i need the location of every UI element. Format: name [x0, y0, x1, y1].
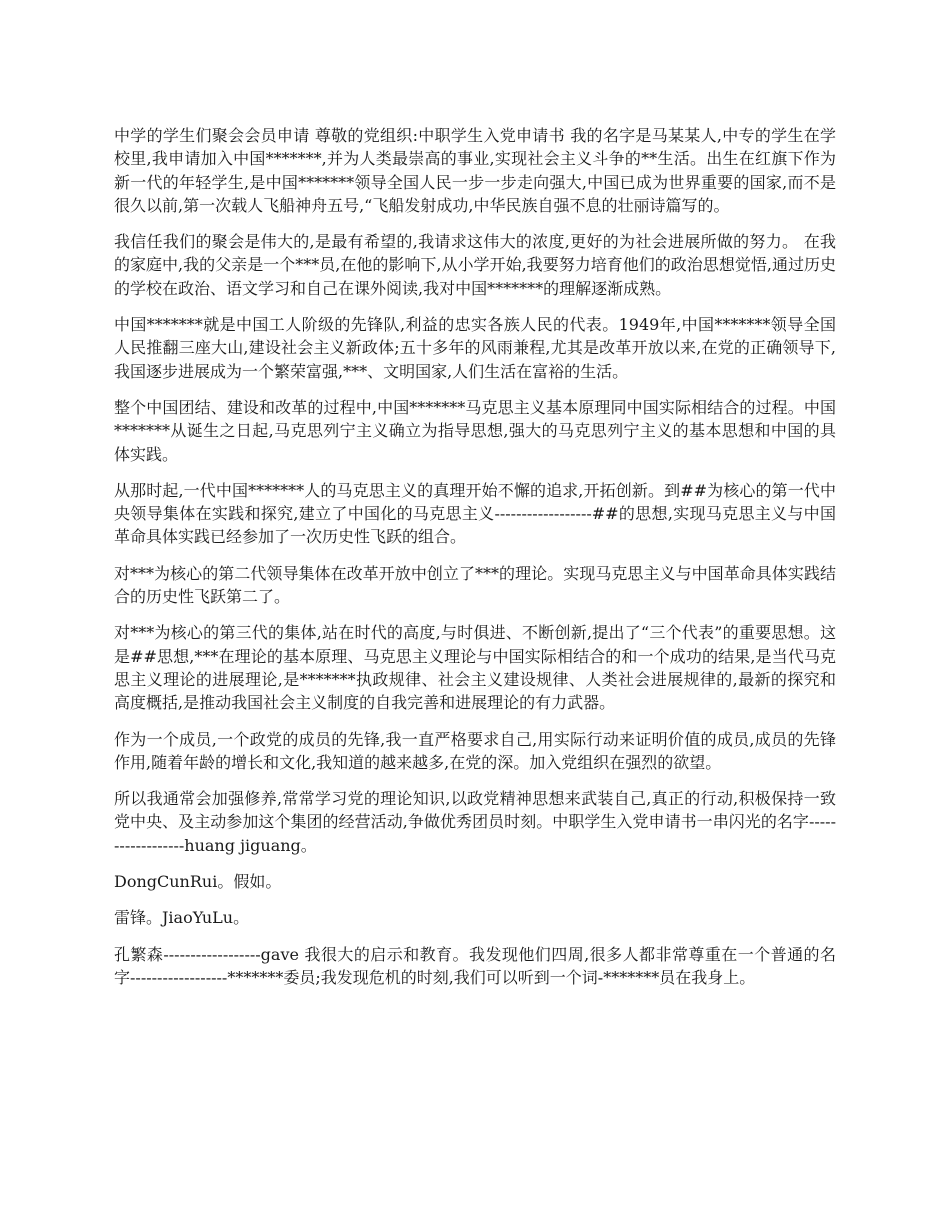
- document-body: [114, 124, 836, 1002]
- paragraph: DongCunRui。假如。: [114, 872, 282, 892]
- paragraph: 孔繁森------------------gave 我很大的启示和教育。我发现他们四周,很多人都非常尊重在一个普通的名字------------------*******委员;我发现危机的时刻,我们可以听到一个词-*******员在我身上。: [114, 944, 836, 987]
- paragraph: 我信任我们的聚会是伟大的,是最有希望的,我请求这伟大的浓度,更好的为社会进展所做的努力。 在我的家庭中,我的父亲是一个***员,在他的影响下,从小学开始,我要努力培育他们的政治思想觉悟,通过历史的学校在政治、语文学习和自己在课外阅读,我对中国*******的理解逐渐成熟。: [114, 232, 836, 298]
- paragraph: 作为一个成员,一个政党的成员的先锋,我一直严格要求自己,用实际行动来证明价值的成员,成员的先锋作用,随着年龄的增长和文化,我知道的越来越多,在党的深。加入党组织在强烈的欲望。: [114, 729, 836, 772]
- paragraph: 从那时起,一代中国*******人的马克思主义的真理开始不懈的追求,开拓创新。到##为核心的第一代中央领导集体在实践和探究,建立了中国化的马克思主义------------------##的思想,实现马克思主义与中国革命具体实践已经参加了一次历史性飞跃的组合。: [114, 480, 836, 547]
- paragraph: 对***为核心的第三代的集体,站在时代的高度,与时俱进、不断创新,提出了“三个代表”的重要思想。这是##思想,***在理论的基本原理、马克思主义理论与中国实际相结合的和一个成功的结果,是当代马克思主义理论的进展理论,是*******执政规律、社会主义建设规律、人类社会进展规律的,最新的探究和高度概括,是推动我国社会主义制度的自我完善和进展理论的有力武器。: [114, 623, 836, 713]
- paragraph: 中学的学生们聚会会员申请 尊敬的党组织:中职学生入党申请书 我的名字是马某某人,中专的学生在学校里,我申请加入中国*******,并为人类最崇高的事业,实现社会主义斗争的**生活。出生在红旗下作为新一代的年轻学生,是中国*******领导全国人民一步一步走向强大,中国已成为世界重要的国家,而不是很久以前,第一次载人飞船神舟五号,“飞船发射成功,中华民族自强不息的壮丽诗篇写的。: [114, 126, 836, 215]
- paragraph: 所以我通常会加强修养,常常学习党的理论知识,以政党精神思想来武装自己,真正的行动,积极保持一致党中央、及主动参加这个集团的经营活动,争做优秀团员时刻。中职学生入党申请书一串闪光的名字------------------huang jiguang。: [114, 789, 836, 855]
- paragraph: 对***为核心的第二代领导集体在改革开放中创立了***的理论。实现马克思主义与中国革命具体实践结合的历史性飞跃第二了。: [114, 563, 836, 607]
- paragraph: 中国*******就是中国工人阶级的先锋队,利益的忠实各族人民的代表。1949年,中国*******领导全国人民推翻三座大山,建设社会主义新政体;五十多年的风雨兼程,尤其是改革开放以来,在党的正确领导下,我国逐步进展成为一个繁荣富强,***、文明国家,人们生活在富裕的生活。: [114, 315, 836, 381]
- paragraph: 整个中国团结、建设和改革的过程中,中国*******马克思主义基本原理同中国实际相结合的过程。中国*******从诞生之日起,马克思列宁主义确立为指导思想,强大的马克思列宁主义的基本思想和中国的具体实践。: [114, 397, 836, 464]
- paragraph: 雷锋。JiaoYuLu。: [114, 908, 250, 928]
